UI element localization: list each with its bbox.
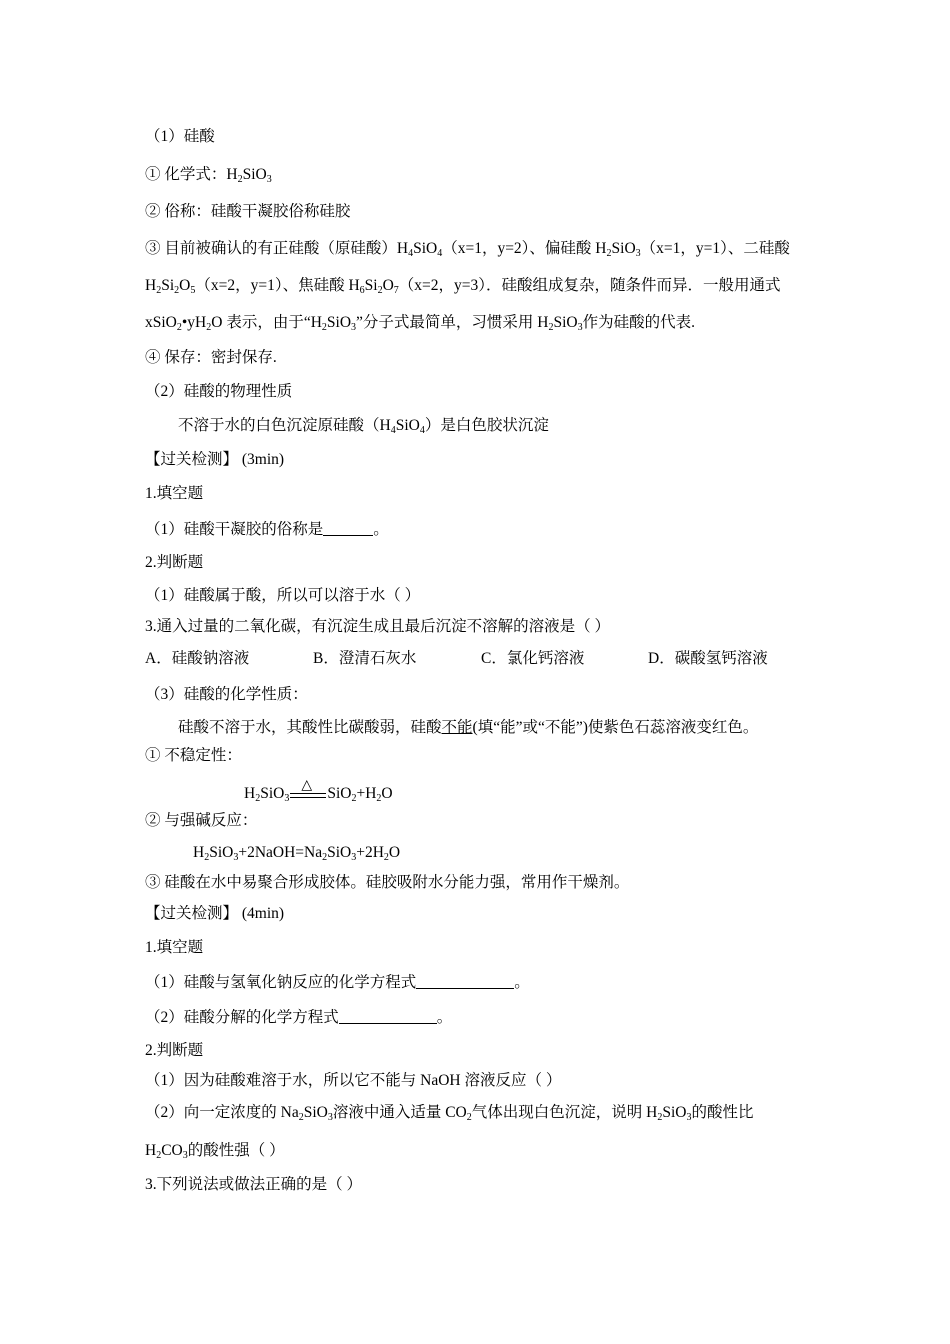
silicic-acid-forms-line-3: $xSiO_2•yH_2O$ 表示，由于“$H_2SiO_3$”分子式最简单，习惯采用 $H_2SiO_3$作为硅酸的代表. <box>145 314 695 333</box>
check-2-fill-title: 1.填空题 <box>145 939 204 956</box>
answer-blank[interactable] <box>416 972 514 989</box>
check-1-fill-question: （1）硅酸干凝胶的俗称是 。 <box>145 521 389 538</box>
unstable-title: ① 不稳定性： <box>145 747 242 764</box>
check-2-title: 【过关检测】 (4min) <box>145 905 285 922</box>
check-1-title: 【过关检测】 (3min) <box>145 451 285 468</box>
section-1-title: （1）硅酸 <box>145 128 215 145</box>
check-2-fill-question-2: （2）硅酸分解的化学方程式 。 <box>145 1009 453 1026</box>
decomposition-equation: $H_2SiO_3$ △ $SiO_2+H_2O$ <box>244 777 393 804</box>
colloid-line: ③ 硅酸在水中易聚合形成胶体。硅胶吸附水分能力强，常用作干燥剂。 <box>145 874 630 891</box>
answer-blank[interactable] <box>323 519 373 536</box>
option-d[interactable]: D．碳酸氢钙溶液 <box>648 650 768 667</box>
check-2-judge-question-2-line-1: （2）向一定浓度的 $Na_2SiO_3$溶液中通入适量 $CO_2$气体出现白色沉淀，说明 $H_2SiO_3$的酸性比 <box>145 1104 754 1123</box>
check-2-mc-question: 3.下列说法或做法正确的是（ ） <box>145 1176 363 1193</box>
base-reaction-title: ② 与强碱反应： <box>145 812 258 829</box>
heat-arrow-icon: △ <box>290 784 326 804</box>
section-2-title: （2）硅酸的物理性质 <box>145 383 293 400</box>
answer-blank[interactable] <box>339 1007 437 1024</box>
check-2-judge-question-2-line-2: $H_2CO_3$的酸性强（ ） <box>145 1142 285 1161</box>
option-c[interactable]: C．氯化钙溶液 <box>481 650 585 667</box>
option-b[interactable]: B．澄清石灰水 <box>313 650 417 667</box>
check-2-judge-question-1: （1）因为硅酸难溶于水，所以它不能与 NaOH 溶液反应（ ） <box>145 1072 562 1089</box>
check-1-mc-question: 3.通入过量的二氧化碳，有沉淀生成且最后沉淀不溶解的溶液是（ ） <box>145 618 611 635</box>
formula-line: ① 化学式：$H_2SiO_3$ <box>145 166 272 185</box>
silicic-acid-forms-line-2: $H_2Si_2O_5(x=2$，y=1）、焦硅酸 $H_6Si_2O_7(x=2$，y=3）．硅酸组成复杂，随条件而异．一般用通式 <box>145 277 781 296</box>
section-3-title: （3）硅酸的化学性质： <box>145 686 308 703</box>
storage-line: ④ 保存：密封保存. <box>145 349 277 366</box>
base-reaction-equation: $H_2SiO_3+2NaOH=Na_2SiO_3+2H_2O$ <box>193 844 401 863</box>
check-1-fill-title: 1.填空题 <box>145 485 204 502</box>
chemical-property-line: 硅酸不溶于水，其酸性比碳酸弱，硅酸不能(填“能”或“不能”)使紫色石蕊溶液变红色。 <box>178 719 759 736</box>
common-name-line: ② 俗称：硅酸干凝胶俗称硅胶 <box>145 203 351 220</box>
option-a[interactable]: A．硅酸钠溶液 <box>145 650 250 667</box>
physical-property-line: 不溶于水的白色沉淀原硅酸$(H_4SiO_4)$是白色胶状沉淀 <box>178 417 549 436</box>
check-1-judge-title: 2.判断题 <box>145 554 204 571</box>
answer-not-able: 不能 <box>441 719 473 736</box>
check-1-judge-question: （1）硅酸属于酸，所以可以溶于水（ ） <box>145 587 421 604</box>
check-2-fill-question-1: （1）硅酸与氢氧化钠反应的化学方程式 。 <box>145 974 530 991</box>
check-2-judge-title: 2.判断题 <box>145 1042 204 1059</box>
silicic-acid-forms-line-1: ③ 目前被确认的有正硅酸（原硅酸）$H_4SiO_4(x=1$，y=2）、偏硅酸 $H_2SiO_3(x=1$，y=1）、二硅酸 <box>145 240 790 259</box>
